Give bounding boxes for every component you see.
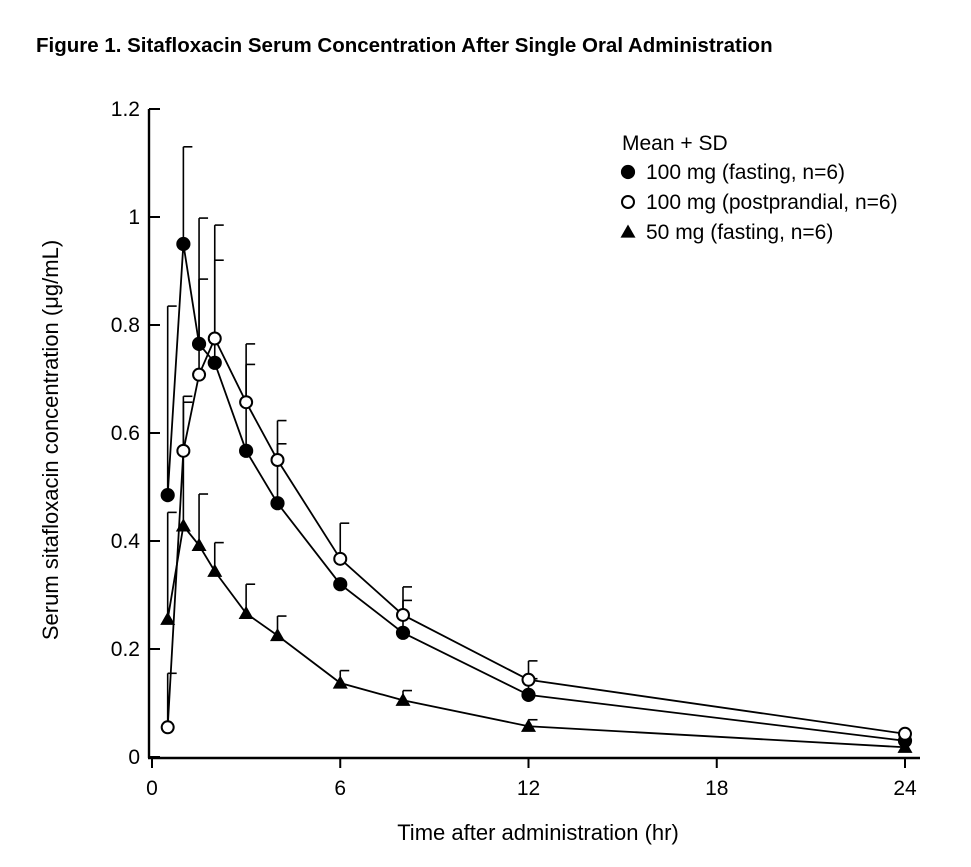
data-point	[193, 337, 206, 350]
data-point	[209, 333, 221, 345]
y-tick-label: 1	[128, 206, 140, 229]
data-point	[161, 489, 174, 502]
y-axis-label: Serum sitafloxacin concentration (μg/mL)	[38, 239, 63, 641]
data-point	[177, 445, 189, 457]
y-tick-label: 0.8	[110, 314, 140, 337]
series-1-markers	[161, 238, 911, 748]
data-point	[522, 688, 535, 701]
series-3-markers	[160, 518, 912, 753]
legend-label: 50 mg (fasting, n=6)	[646, 221, 834, 244]
data-point	[397, 609, 409, 621]
legend-label: 100 mg (postprandial, n=6)	[646, 191, 898, 214]
data-point	[334, 578, 347, 591]
x-tick-label: 18	[705, 777, 729, 800]
data-point	[272, 454, 284, 466]
data-point	[523, 674, 535, 686]
data-point	[239, 606, 254, 619]
data-point	[176, 518, 191, 531]
data-point	[177, 238, 190, 251]
y-tick-label: 0	[128, 746, 140, 769]
data-point	[208, 356, 221, 369]
x-axis-label: Time after administration (hr)	[397, 820, 679, 845]
y-tick-label: 0.6	[110, 422, 140, 445]
data-point	[162, 721, 174, 733]
data-point	[899, 728, 911, 740]
y-tick-label: 0.4	[110, 530, 140, 553]
data-point	[333, 676, 348, 689]
legend	[621, 161, 898, 244]
x-tick-label: 6	[334, 777, 347, 800]
legend-marker	[622, 166, 635, 179]
data-point	[334, 553, 346, 565]
series-line	[168, 339, 905, 734]
y-tick-label: 1.2	[110, 98, 140, 121]
data-point	[193, 369, 205, 381]
legend-label: 100 mg (fasting, n=6)	[646, 161, 846, 184]
data-point	[240, 444, 253, 457]
data-point	[270, 628, 285, 641]
x-tick-label: 24	[893, 777, 917, 800]
x-tick-label: 12	[516, 777, 541, 800]
figure-title: Figure 1. Sitafloxacin Serum Concentration After Single Oral Administration	[36, 34, 773, 57]
legend-marker	[621, 225, 636, 238]
x-tick-label: 0	[146, 777, 158, 800]
legend-marker	[622, 196, 634, 208]
y-tick-label: 0.2	[110, 638, 140, 661]
data-point	[160, 612, 175, 625]
data-point	[207, 564, 222, 577]
data-point	[397, 626, 410, 639]
data-point	[271, 497, 284, 510]
legend-title: Mean + SD	[622, 132, 728, 155]
data-point	[240, 396, 252, 408]
